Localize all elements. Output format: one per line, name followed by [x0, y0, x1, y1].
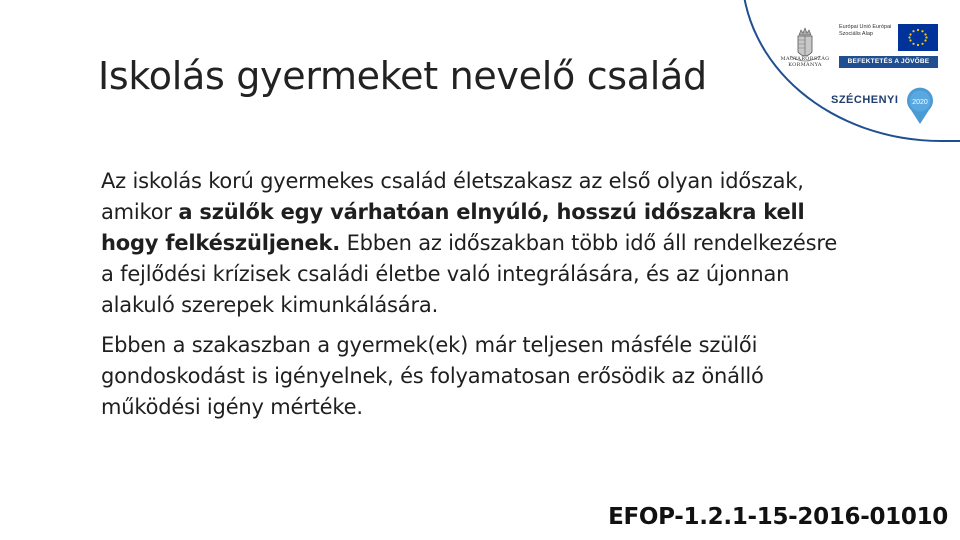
- paragraph-1-text-start: Az iskolás korú gyermekes család életszakasz az első olyan időszak, amikor: [101, 169, 804, 224]
- paragraph-1: [101, 166, 846, 321]
- paragraph-2: Ebben a szakaszban a gyermek(ek) már teljesen másféle szülői gondoskodást is igényelnek, és folyamatosan erősödik az önálló működési igény mértéke.: [101, 333, 764, 419]
- paragraph-1-emphasis: a szülők egy várhatóan elnyúló, hosszú időszakra kell hogy felkészüljenek.: [101, 200, 805, 255]
- szechenyi-2020-badge-icon: [903, 86, 937, 126]
- eu-fund-text: Európai Unió Európai Szociális Alap: [839, 24, 892, 37]
- eu-flag-icon: [898, 24, 938, 51]
- paragraph-1-text-end: Ebben az időszakban több idő áll rendelkezésre a fejlődési krízisek családi életbe való integrálására, és az újonnan alakuló szerepek kimunkálására.: [101, 231, 838, 317]
- slide-body: [101, 166, 846, 432]
- eu-banner: BEFEKTETÉS A JÖVŐBE: [839, 56, 938, 68]
- project-code: EFOP-1.2.1-15-2016-01010: [608, 504, 948, 530]
- government-logo-text: MAGYARORSZÁG KORMÁNYA: [780, 56, 830, 68]
- slide-title: Iskolás gyermeket nevelő család: [98, 54, 707, 98]
- szechenyi-logo-text: SZÉCHENYI: [831, 94, 899, 106]
- szechenyi-year: 2020: [912, 99, 928, 106]
